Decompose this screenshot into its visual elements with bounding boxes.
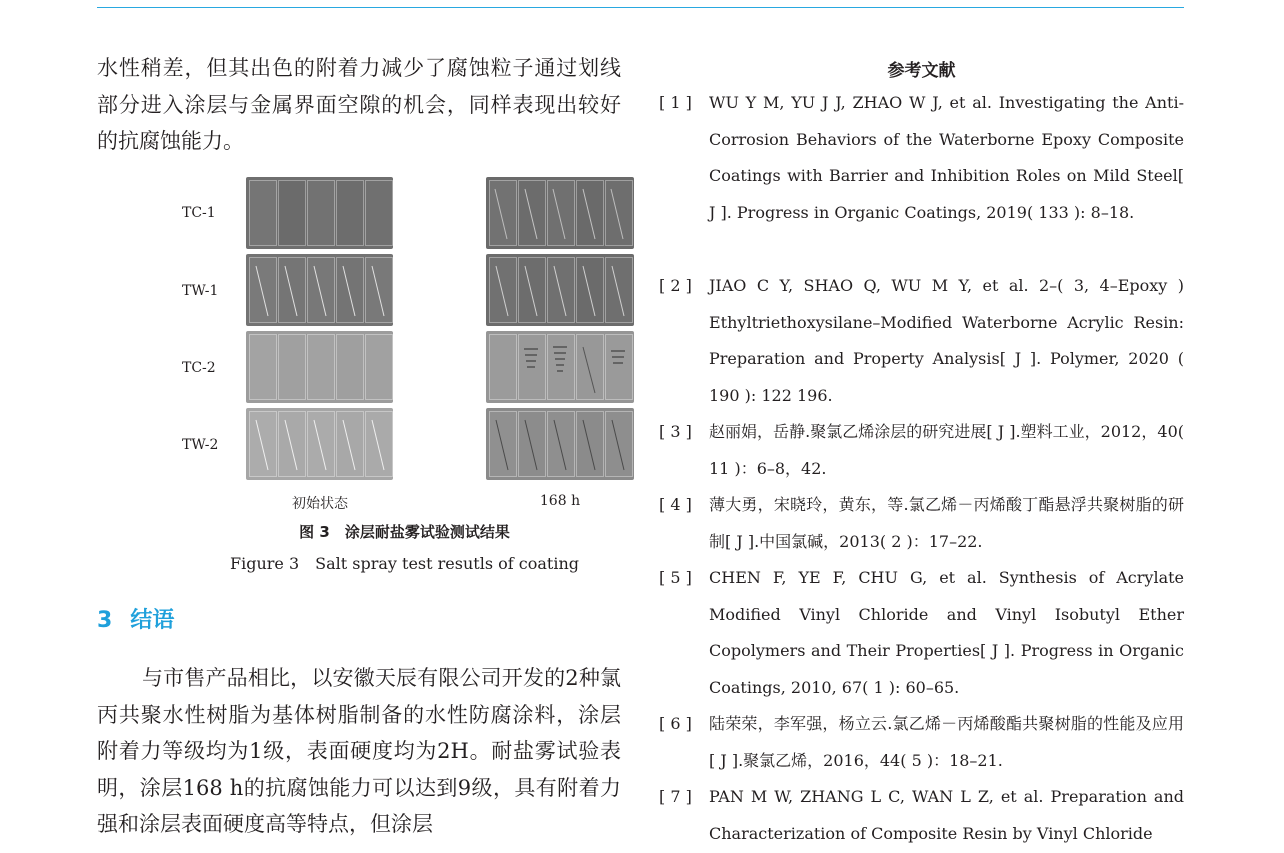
references-column	[659, 0, 1184, 853]
row-label-tc2: TC-2	[182, 360, 216, 376]
reference-text: 陆荣荣，李军强，杨立云.氯乙烯－丙烯酸酯共聚树脂的性能及应用[ J ].聚氯乙烯，2016，44( 5 )：18–21.	[709, 714, 1184, 770]
reference-number: [ 4 ]	[659, 495, 692, 514]
section-title: 结语	[130, 608, 175, 633]
left-column	[97, 0, 621, 853]
photo-tc1-168h	[486, 177, 634, 249]
body-paragraph-1: 水性稍差，但其出色的附着力减少了腐蚀粒子通过划线部分进入涂层与金属界面空隙的机会，同样表现出较好的抗腐蚀能力。	[97, 56, 621, 153]
reference-text: 赵丽娟，岳静.聚氯乙烯涂层的研究进展[ J ].塑料工业，2012，40( 11 )：6–8，42.	[709, 422, 1184, 478]
reference-number: [ 2 ]	[659, 276, 692, 295]
photo-tc2-initial	[246, 331, 393, 403]
figure-caption-cn: 图 3 涂层耐盐雾试验测试结果	[299, 523, 510, 541]
reference-item	[659, 414, 1184, 487]
photo-tc2-168h	[486, 331, 634, 403]
column-label-initial: 初始状态	[292, 496, 348, 512]
figure-caption-en: Figure 3 Salt spray test resutls of coating	[229, 554, 580, 573]
photo-tw2-initial	[246, 408, 393, 480]
reference-item	[659, 85, 1184, 231]
reference-item	[659, 706, 1184, 779]
reference-text: WU Y M, YU J J, ZHAO W J, et al. Investigating the Anti-Corrosion Behaviors of the Waterborne Epoxy Composite Coatings with Barrier and Inhibition Roles on Mild Steel[ J ]. Progress in Organic Coatings, 2019( 133 ): 8–18.	[709, 93, 1184, 222]
photo-tw1-initial	[246, 254, 393, 326]
section-number: 3	[97, 608, 113, 633]
row-label-tw2: TW-2	[182, 437, 219, 453]
reference-text: JIAO C Y, SHAO Q, WU M Y, et al. 2–( 3, 4–Epoxy ) Ethyltriethoxysilane–Modified Waterborne Acrylic Resin: Preparation and Property Analysis[ J ]. Polymer, 2020 ( 190 ): 122 196.	[709, 276, 1184, 405]
section-heading	[97, 603, 174, 634]
photo-tw2-168h	[486, 408, 634, 480]
reference-number: [ 1 ]	[659, 93, 692, 112]
photo-tw1-168h	[486, 254, 634, 326]
row-label-tc1: TC-1	[182, 205, 216, 221]
reference-item	[659, 487, 1184, 560]
row-label-tw1: TW-1	[182, 283, 219, 299]
reference-text: 薄大勇，宋晓玲，黄东，等.氯乙烯－丙烯酸丁酯悬浮共聚树脂的研制[ J ].中国氯碱，2013( 2 )：17–22.	[709, 495, 1184, 551]
reference-text: CHEN F, YE F, CHU G, et al. Synthesis of Acrylate Modified Vinyl Chloride and Vinyl Isobutyl Ether Copolymers and Their Properties[ J ]. Progress in Organic Coatings, 2010, 67( 1 ): 60–65.	[709, 568, 1184, 697]
reference-text: PAN M W, ZHANG L C, WAN L Z, et al. Preparation and Characterization of Composite Resin by Vinyl Chloride	[709, 787, 1184, 843]
photo-tc1-initial	[246, 177, 393, 249]
figure-3	[182, 175, 627, 575]
reference-number: [ 7 ]	[659, 787, 692, 806]
column-label-168h: 168 h	[539, 493, 581, 509]
reference-number: [ 6 ]	[659, 714, 692, 733]
reference-number: [ 5 ]	[659, 568, 692, 587]
reference-item	[659, 560, 1184, 706]
reference-item	[659, 779, 1184, 852]
references-title: 参考文献	[887, 61, 956, 81]
reference-number: [ 3 ]	[659, 422, 692, 441]
body-paragraph-2: 与市售产品相比，以安徽天辰有限公司开发的2种氯丙共聚水性树脂为基体树脂制备的水性防腐涂料，涂层附着力等级均为1级，表面硬度均为2H。耐盐雾试验表明，涂层168 h的抗腐蚀能力可以达到9级，具有附着力强和涂层表面硬度高等特点，但涂层	[97, 666, 621, 836]
reference-item	[659, 268, 1184, 414]
